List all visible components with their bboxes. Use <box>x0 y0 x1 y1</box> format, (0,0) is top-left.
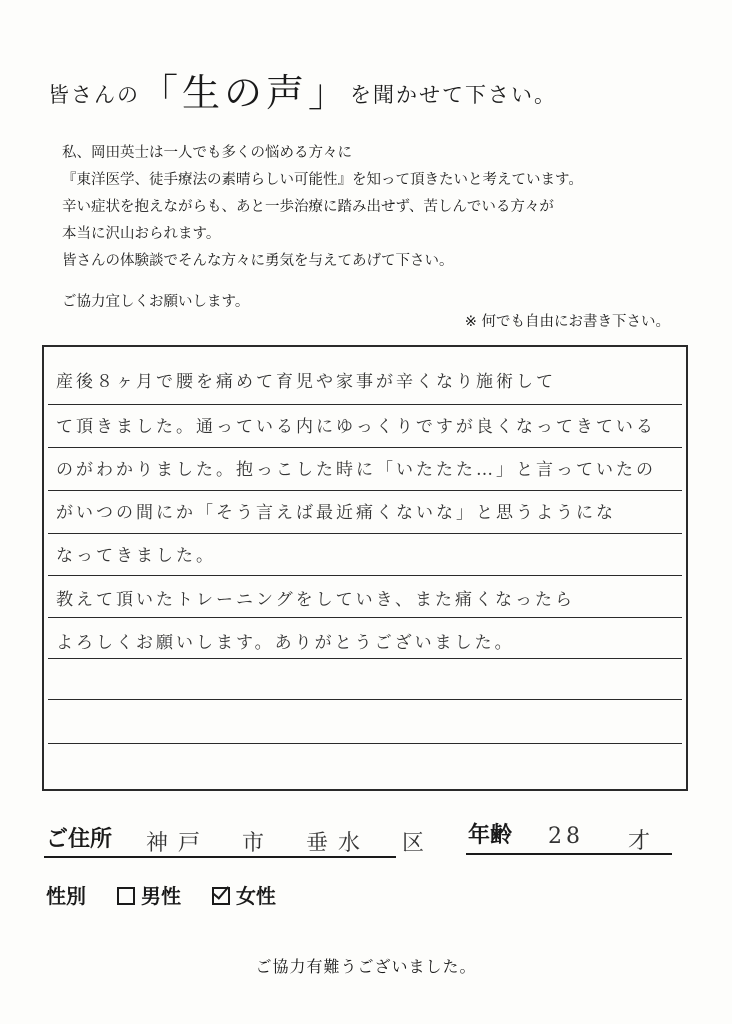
title-suffix: を聞かせて下さい。 <box>350 83 558 107</box>
handwritten-line <box>56 659 676 701</box>
ruled-line <box>48 617 682 618</box>
male-checkbox[interactable] <box>117 887 135 905</box>
address-underline <box>44 856 396 858</box>
handwritten-line: がいつの間にか「そう言えば最近痛くないな」と思うようにな <box>56 503 616 523</box>
handwritten-line <box>56 701 676 743</box>
handwritten-line: なってきました。 <box>56 546 216 566</box>
intro-line: 皆さんの体験談でそんな方々に勇気を与えてあげて下さい。 <box>62 253 454 269</box>
ruled-line <box>48 447 682 448</box>
handwritten-line: 産後８ヶ月で腰を痛めて育児や家事が辛くなり施術して <box>56 372 556 392</box>
title-prefix: 皆さんの <box>48 83 140 107</box>
ruled-line <box>48 533 682 534</box>
thanks-text: ご協力有難うございました。 <box>255 957 477 976</box>
intro-text <box>62 140 583 275</box>
age-unit: 才 <box>628 829 661 854</box>
age-underline <box>466 853 672 855</box>
title-highlight: 「生の声」 <box>140 71 351 115</box>
ruled-line <box>48 575 682 576</box>
handwritten-line: のがわかりました。抱っこした時に「いたたた…」と言っていたの <box>56 460 656 480</box>
cooperation-text: ご協力宜しくお願いします。 <box>62 294 250 310</box>
intro-line: 『東洋医学、徒手療法の素晴らしい可能性』を知って頂きたいと考えています。 <box>62 172 583 188</box>
age-value[interactable]: 28 <box>548 824 584 849</box>
ruled-line <box>48 490 682 491</box>
address-label: ご住所 <box>46 827 113 852</box>
handwritten-line: よろしくお願いします。ありがとうございました。 <box>56 633 515 653</box>
handwritten-line: て頂きました。通っている内にゆっくりですが良くなってきている <box>56 417 656 437</box>
age-label: 年齢 <box>468 823 513 848</box>
ruled-line <box>48 743 682 744</box>
ruled-line <box>48 404 682 405</box>
free-writing-note: ※ 何でも自由にお書き下さい。 <box>464 314 670 330</box>
intro-line: 私、岡田英士は一人でも多くの悩める方々に <box>62 145 352 161</box>
address-value[interactable]: 神戸 市 垂水 区 <box>146 831 435 856</box>
male-option-label: 男性 <box>140 884 181 908</box>
gender-field <box>46 880 282 909</box>
female-option-label: 女性 <box>235 884 276 908</box>
intro-line: 辛い症状を抱えながらも、あと一歩治療に踏み出せず、苦しんでいる方々が <box>62 199 554 215</box>
handwritten-line: 教えて頂いたトレーニングをしていき、また痛くなったら <box>56 590 575 610</box>
page-title <box>48 62 708 117</box>
intro-line: 本当に沢山おられます。 <box>62 226 221 242</box>
female-checkbox[interactable] <box>212 887 230 905</box>
ruled-line <box>48 699 682 700</box>
testimonial-box[interactable] <box>42 345 688 791</box>
gender-label: 性別 <box>46 884 86 908</box>
